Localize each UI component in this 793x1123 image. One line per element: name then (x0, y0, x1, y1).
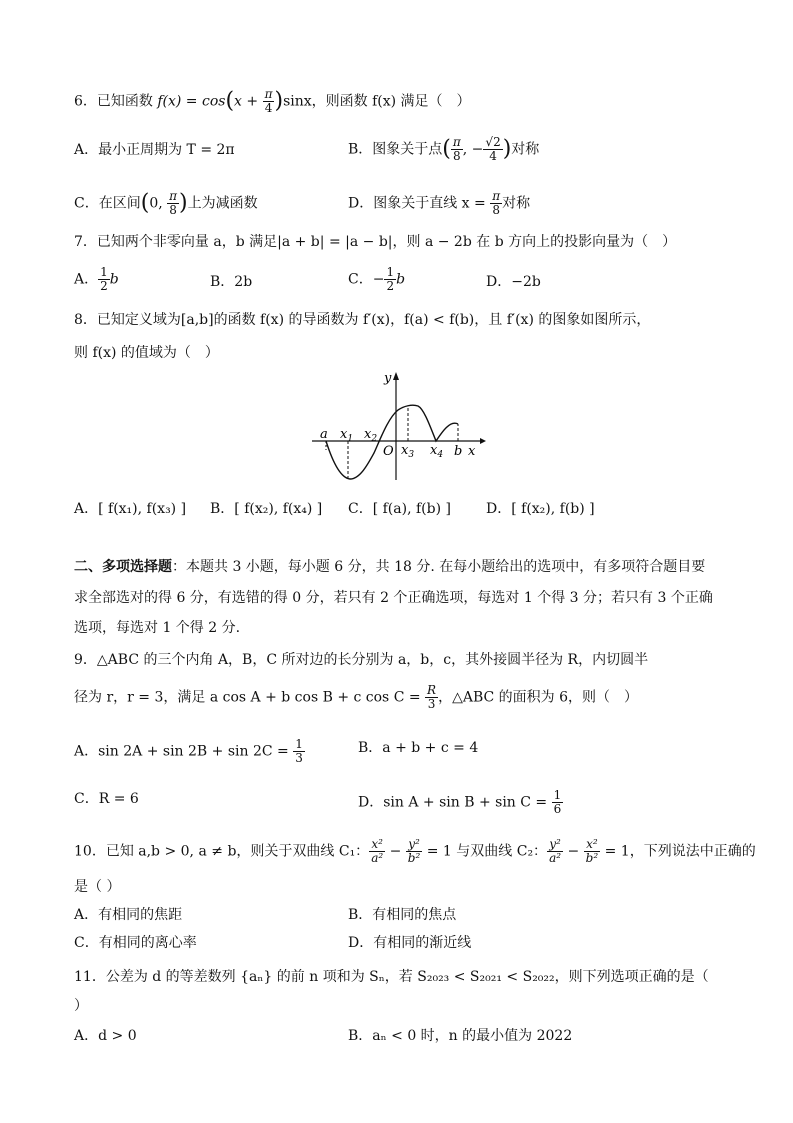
q10-minus-2: − (563, 843, 584, 860)
q9-stem2-post: ，△ABC 的面积为 6，则（ ） (438, 689, 639, 706)
q7-c-frac (384, 266, 396, 293)
q7-option-d (486, 272, 541, 292)
q7-option-b (210, 272, 252, 292)
q10-c2-frac2-den: b² (585, 851, 599, 865)
q9-option-c-text: C．R = 6 (74, 791, 139, 807)
q6-c-zero: 0, (149, 195, 168, 212)
q6-b-frac1-den: 8 (453, 149, 461, 163)
q10-c2-frac1-num: y² (547, 838, 563, 852)
q10-c1-frac2-den: b² (407, 851, 421, 865)
q6-d-frac-den: 8 (492, 203, 500, 217)
q6-b-paren-left: ( (442, 136, 451, 162)
q11-stem-line2 (74, 996, 88, 1016)
q10-c1-frac2 (406, 838, 423, 865)
label-x4: $x_4$ (430, 443, 444, 460)
q7-a-frac-num: 1 (100, 265, 108, 279)
q9-option-b-text: B．a + b + c = 4 (358, 740, 479, 756)
q9-a-frac-den: 3 (295, 751, 303, 765)
q10-minus-1: − (385, 843, 406, 860)
q9-option-d-pre: D．sin A + sin B + sin C = (358, 794, 552, 811)
label-x: x (468, 444, 476, 459)
q6-b-frac1 (451, 136, 463, 163)
q8-option-b (210, 499, 322, 519)
q10-c2-frac2 (584, 838, 601, 865)
q9-a-frac (293, 738, 305, 765)
q6-option-b (348, 136, 539, 163)
q9-option-a-pre: A．sin 2A + sin 2B + sin 2C = (74, 743, 294, 760)
q6-arg: x + (234, 93, 263, 110)
label-x3: $x_3$ (401, 443, 415, 460)
q11-stem-text1: 11．公差为 d 的等差数列 {aₙ} 的前 n 项和为 Sₙ，若 S₂₀₂₃ < S₂₀₂₁ < S₂₀₂₂，则下列选项正确的是（ (74, 969, 709, 985)
q6-paren-left: ( (225, 88, 235, 114)
label-b: b (454, 444, 463, 459)
q10-stem-line1 (74, 838, 756, 865)
q9-stem-frac (425, 684, 438, 711)
q6-stem-text: 6．已知函数 (74, 93, 158, 110)
q9-stem-frac-num: R (427, 683, 437, 697)
q10-option-b-text: B．有相同的焦点 (348, 907, 457, 923)
q6-b-frac2 (483, 136, 502, 163)
q8-option-a (74, 499, 186, 519)
q8-stem-text2: 则 f(x) 的值域为（ ） (74, 345, 219, 361)
q10-stem-text2: 是（ ） (74, 879, 121, 895)
q11-option-a (74, 1026, 137, 1046)
q6-frac-num: π (264, 87, 273, 101)
section2-text1: ：本题共 3 小题，每小题 6 分，共 18 分. 在每小题给出的选项中，有多项符合题目要 (172, 559, 706, 575)
q9-stem-frac-den: 3 (427, 697, 436, 711)
q6-option-a-text: A．最小正周期为 T = 2π (74, 142, 235, 158)
q10-c1-post: = 1 与双曲线 C₂： (422, 843, 548, 860)
q10-option-c (74, 933, 197, 953)
q11-option-a-text: A．d > 0 (74, 1028, 137, 1044)
q6-option-d-post: 对称 (502, 195, 531, 212)
q11-option-b (348, 1026, 572, 1046)
section2-text2: 求全部选对的得 6 分，有选错的得 0 分，若只有 2 个正确选项，每选对 1 个得 3 分；若只有 3 个正确 (74, 590, 713, 606)
q6-paren-right: ) (274, 88, 284, 114)
q9-option-b (358, 738, 478, 758)
section2-text3: 选项，每选对 1 个得 2 分. (74, 620, 241, 636)
q9-d-frac-num: 1 (553, 788, 562, 802)
q6-option-b-pre: B．图象关于点 (348, 141, 443, 158)
q8-option-a-text: A．[ f(x₁), f(x₃) ] (74, 501, 187, 517)
q6-func: f(x) = cos (157, 93, 226, 110)
q8-option-d-text: D．[ f(x₂), f(b) ] (486, 501, 595, 517)
section2-title: 二、多项选择题 (74, 559, 172, 575)
q6-stem (74, 88, 471, 115)
q7-c-vector: b (396, 271, 406, 288)
q6-option-d (348, 190, 530, 217)
q7-stem-text: 7．已知两个非零向量 a，b 满足|a + b| = |a − b|，则 a − 2b 在 b 方向上的投影向量为（ ） (74, 234, 677, 250)
q10-c2-frac2-num: x² (584, 838, 601, 852)
q11-option-b-text: B．aₙ < 0 时，n 的最小值为 2022 (348, 1028, 573, 1044)
x-axis-arrow (480, 438, 486, 444)
q10-stem-pre: 10．已知 a,b > 0, a ≠ b，则关于双曲线 C₁： (74, 843, 370, 860)
q6-c-frac-den: 8 (169, 203, 177, 217)
q8-stem-line2 (74, 343, 219, 363)
q10-option-a-text: A．有相同的焦距 (74, 907, 183, 923)
q8-derivative-graph (308, 368, 488, 488)
q8-option-c (348, 499, 451, 519)
q7-c-frac-num: 1 (386, 265, 395, 279)
q6-b-frac1-num: π (452, 135, 461, 149)
label-x1: $x_1$ (340, 427, 354, 444)
q8-option-b-text: B．[ f(x₂), f(x₄) ] (210, 501, 323, 517)
q6-c-frac (167, 190, 179, 217)
q7-option-d-text: D．−2b (486, 274, 541, 290)
q10-option-b (348, 905, 456, 925)
q7-option-c (348, 266, 405, 293)
q10-option-d (348, 933, 471, 953)
q6-b-paren-right: ) (502, 136, 512, 162)
q7-stem (74, 232, 676, 252)
q6-c-paren-left: ( (140, 190, 150, 216)
q10-option-a (74, 905, 182, 925)
q9-stem2-pre: 径为 r，r = 3，满足 a cos A + b cos B + c cos C = (74, 689, 426, 706)
q10-stem-post: = 1，下列说法中正确的 (600, 843, 756, 860)
q6-option-c (74, 190, 258, 217)
label-x2: $x_2$ (364, 427, 378, 444)
q6-pi-over-4 (263, 88, 275, 115)
q7-option-a-pre: A． (74, 271, 99, 288)
q10-option-c-text: C．有相同的离心率 (74, 935, 197, 951)
q7-c-frac-den: 2 (386, 279, 395, 293)
q10-c1-frac1-num: x² (369, 838, 385, 852)
q7-option-b-text: B．2b (210, 274, 253, 290)
q9-option-c (74, 789, 139, 809)
q6-stem-end: ，则函数 f(x) 满足（ ） (311, 93, 471, 110)
q9-stem-line1 (74, 650, 648, 670)
section2-heading (74, 557, 705, 577)
q7-option-a (74, 266, 119, 293)
q11-stem-line1 (74, 967, 709, 987)
section2-line2 (74, 588, 713, 608)
q10-stem-line2 (74, 877, 120, 897)
q6-option-a (74, 140, 235, 160)
q6-frac-den: 4 (264, 101, 273, 115)
q6-option-d-pre: D．图象关于直线 x = (348, 195, 491, 212)
q6-d-frac (490, 190, 502, 217)
q9-stem-line2 (74, 684, 638, 711)
q8-stem-line1 (74, 310, 650, 330)
q10-c1-frac1 (369, 838, 385, 865)
label-a: a (320, 427, 328, 442)
q9-option-d (358, 789, 563, 816)
q6-option-c-post: 上为减函数 (187, 195, 258, 212)
q6-option-b-post: 对称 (511, 141, 540, 158)
q6-b-frac2-den: 4 (489, 149, 497, 163)
q9-d-frac (552, 789, 564, 816)
q6-c-frac-num: π (169, 189, 178, 203)
q10-option-d-text: D．有相同的渐近线 (348, 935, 472, 951)
q9-a-frac-num: 1 (295, 737, 303, 751)
section2-line3 (74, 618, 240, 638)
y-axis-arrow (393, 372, 399, 380)
q7-a-vector: b (109, 271, 119, 288)
q8-option-c-text: C．[ f(a), f(b) ] (348, 501, 451, 517)
label-y: y (384, 371, 392, 386)
q6-sinx: sinx (283, 93, 312, 110)
q7-a-frac-den: 2 (100, 279, 108, 293)
q6-d-frac-num: π (492, 189, 501, 203)
q10-c2-frac1 (547, 838, 563, 865)
q6-option-c-pre: C．在区间 (74, 195, 141, 212)
label-origin: O (383, 444, 394, 459)
q9-stem-text1: 9．△ABC 的三个内角 A，B，C 所对边的长分别为 a，b，c，其外接圆半径为 R，内切圆半 (74, 652, 649, 668)
q10-c1-frac1-den: a² (371, 851, 384, 865)
q6-c-paren-right: ) (179, 190, 188, 216)
q10-c2-frac1-den: a² (549, 851, 562, 865)
q8-option-d (486, 499, 595, 519)
q9-option-a (74, 738, 305, 765)
q8-stem-text1: 8．已知定义域为[a,b]的函数 f(x) 的导函数为 f′(x)，f(a) < f(b)，且 f′(x) 的图象如图所示， (74, 312, 651, 328)
q6-b-mid: , − (462, 141, 484, 158)
q9-d-frac-den: 6 (553, 802, 562, 816)
q7-a-frac (98, 266, 110, 293)
q10-c1-frac2-num: y² (406, 838, 423, 852)
q11-stem-text2: ） (74, 998, 88, 1014)
q7-option-c-pre: C．− (348, 271, 385, 288)
q6-b-frac2-num: √2 (485, 135, 501, 149)
derivative-curve (326, 405, 458, 479)
